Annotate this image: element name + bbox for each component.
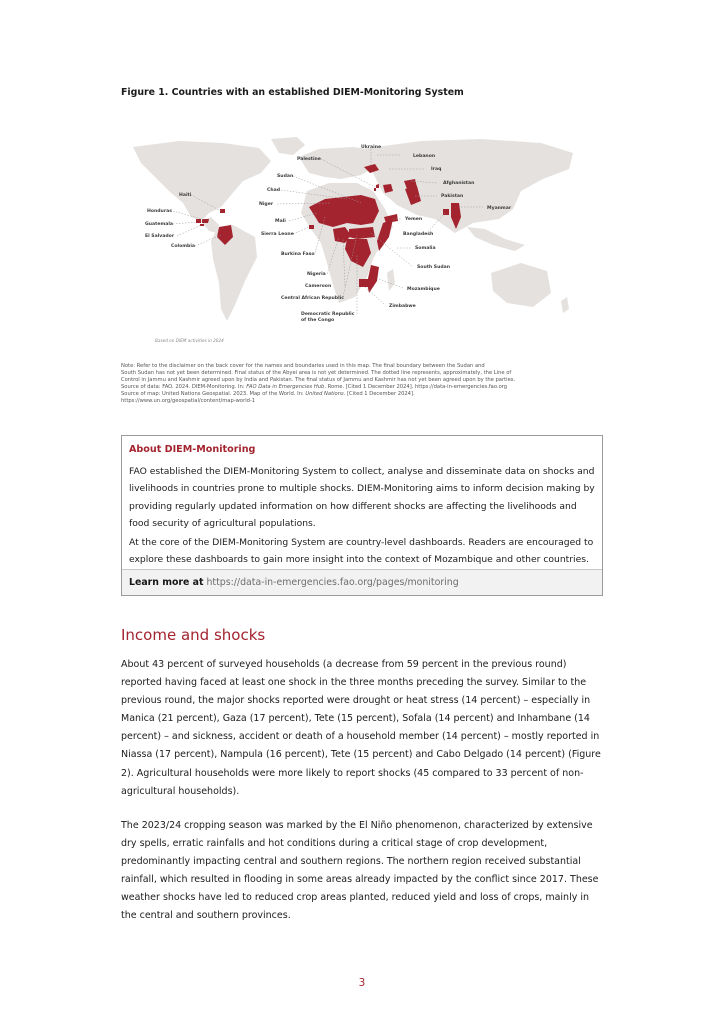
label-south-sudan: South Sudan <box>417 265 451 270</box>
leader-line-sierra-leone <box>293 227 309 234</box>
note-line-1: Note: Refer to the disclaimer on the back cover for the names and boundaries used in this map. The final boundary between the Sudan and <box>121 363 485 369</box>
label-burkina-faso: Burkina Faso <box>281 252 315 257</box>
madagascar-land <box>387 269 395 291</box>
label-chad: Chad <box>267 188 281 193</box>
figure-note <box>121 363 605 406</box>
note-line-5-post: . [Cited 1 December 2024]. <box>343 391 415 398</box>
australia-land <box>491 263 551 307</box>
body-paragraph-2: The 2023/24 cropping season was marked by the El Niño phenomenon, characterized by extensive dry spells, erratic rainfalls and hot conditions during a critical stage of crop development, predominantly impacting central and southern regions. The northern region received substantial rainfall, which resulted in flooding in some areas already impacted by the conflict since 2017. These weather shocks have led to reduced crop areas planted, reduced yield and loss of crops, mainly in the central and southern provinces. <box>121 820 599 922</box>
label-cameroon: Cameroon <box>305 284 332 289</box>
about-box <box>121 435 603 596</box>
label-somalia: Somalia <box>415 246 436 251</box>
note-line-4-source: FAO Data in Emergencies Hub <box>246 384 325 391</box>
label-pakistan: Pakistan <box>441 194 464 199</box>
learn-more-label: Learn more at <box>129 577 204 588</box>
note-line-6: https://www.un.org/geospatial/content/map-world-1 <box>121 398 256 405</box>
bangladesh-shape <box>443 209 449 215</box>
leader-line-el-salvador <box>177 225 201 236</box>
label-lebanon: Lebanon <box>413 154 436 159</box>
about-paragraph-1: FAO established the DIEM-Monitoring System to collect, analyse and disseminate data on shocks and livelihoods in countries prone to multiple shocks. DIEM-Monitoring aims to inform decision making by providing regularly updated information on how different shocks are affecting the livelihoods and food security of agricultural populations. <box>129 466 595 529</box>
note-line-5-pre: Source of map: United Nations Geospatial. 2023. Map of the World. In: <box>121 391 306 398</box>
lebanon-shape <box>376 184 379 188</box>
label-sierra-leone: Sierra Leone <box>261 232 294 237</box>
body-paragraph-1: About 43 percent of surveyed households (a decrease from 59 percent in the previous round) reported having faced at least one shock in the three months preceding the survey. Similar to the previous round, the major shocks reported were drought or heat stress (14 percent) – especially in Manica (21 percent), Gaza (17 percent), Tete (15 percent), Sofala (14 percent) and Inhambane (14 percent) – and sickness, accident or death of a household member (14 percent) – mostly reported in Niassa (17 percent), Nampula (16 percent), Tete (15 percent) and Cabo Delgado (14 percent) (Figure 2). Agricultural households were more likely to report shocks (45 compared to 33 percent of non-agricultural households). <box>121 659 601 797</box>
note-line-4-pre: Source of data: FAO. 2024. DIEM-Monitoring. In: <box>121 384 247 391</box>
world-map <box>121 133 583 348</box>
learn-more-link[interactable]: https://data-in-emergencies.fao.org/pages/monitoring <box>206 577 459 588</box>
label-ukraine: Ukraine <box>361 145 382 150</box>
new-zealand-land <box>561 297 569 313</box>
label-bangladesh: Bangladesh <box>403 232 434 237</box>
map-caption: Based on DIEM activities in 2024 <box>155 338 224 343</box>
learn-more-bar <box>122 569 602 595</box>
page-number: 3 <box>358 977 366 989</box>
label-zimbabwe: Zimbabwe <box>389 304 416 309</box>
label-haiti: Haiti <box>179 193 192 198</box>
label-yemen: Yemen <box>405 217 423 222</box>
palestine-shape <box>374 188 376 191</box>
guatemala-shape <box>196 219 201 223</box>
el-salvador-shape <box>200 224 204 226</box>
leader-line-guatemala <box>173 222 197 224</box>
note-line-3: Control in Jammu and Kashmir agreed upon by India and Pakistan. The final status of Jammu and Kashmir has not yet been agreed upon by the parties. <box>121 377 516 384</box>
sierra-leone-shape <box>309 225 314 229</box>
world-map-svg <box>121 133 583 348</box>
label-mozambique: Mozambique <box>407 287 440 292</box>
greenland-land <box>271 137 305 155</box>
label-el-salvador: El Salvador <box>145 234 175 239</box>
label-iraq: Iraq <box>431 167 442 172</box>
note-line-5 <box>121 391 605 398</box>
label-car: Central African Republic <box>281 296 344 301</box>
south-america-land <box>211 225 257 321</box>
label-honduras: Honduras <box>147 209 172 214</box>
label-sudan: Sudan <box>277 174 294 179</box>
label-mali: Mali <box>275 219 286 224</box>
southeast-asia-land <box>467 227 525 251</box>
label-guatemala: Guatemala <box>145 222 174 227</box>
note-line-4-post: . Rome. [Cited 1 December 2024]. https://data-in-emergencies.fao.org <box>324 384 508 391</box>
label-drc-line2: of the Congo <box>301 318 335 323</box>
about-paragraph-2: At the core of the DIEM-Monitoring System are country-level dashboards. Readers are encouraged to explore these dashboards to gain more insight into the context of Mozambique and other countries. <box>129 537 594 566</box>
note-line-5-source: United Nations <box>305 391 344 398</box>
label-afghanistan: Afghanistan <box>443 181 475 186</box>
label-drc-line1: Democratic Republic <box>301 312 355 317</box>
label-myanmar: Myanmar <box>487 206 512 211</box>
about-title: About DIEM-Monitoring <box>129 444 256 455</box>
figure-title: Figure 1. Countries with an established DIEM-Monitoring System <box>121 87 464 98</box>
label-colombia: Colombia <box>171 244 196 249</box>
leader-line-zimbabwe <box>365 287 385 305</box>
about-body <box>129 463 597 571</box>
note-line-4 <box>121 384 605 391</box>
label-niger: Niger <box>259 202 274 207</box>
section-heading: Income and shocks <box>121 626 266 644</box>
label-palestine: Palestine <box>297 157 321 162</box>
label-nigeria: Nigeria <box>307 272 326 277</box>
note-line-2: South Sudan has not yet been determined. Final status of the Abyei area is not yet determined. The dotted line represents, approximately, the Line of <box>121 370 512 377</box>
